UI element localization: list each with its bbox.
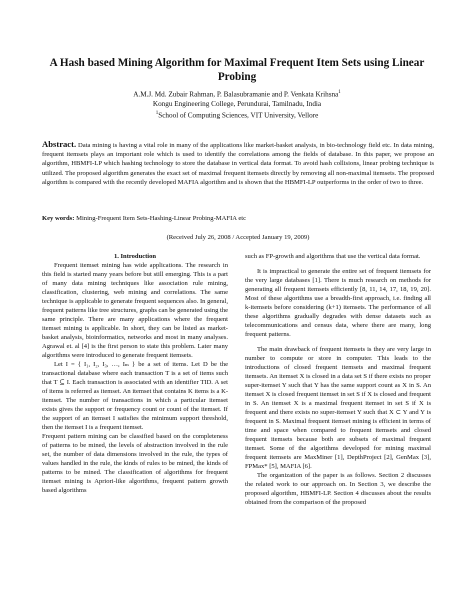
keywords-text: Mining-Frequent Item Sets-Hashing-Linear Probing-MAFIA etc: [76, 215, 247, 222]
section-heading-introduction: 1. Introduction: [113, 253, 157, 260]
author-block: [60, 88, 414, 121]
author-list: [60, 88, 414, 99]
paragraph: Frequent itemset mining has wide applications. The research in this field is started many years before but still emerging. This is a part of many data mining techniques like association rule mining, classification, clustering, web mining and correlations. The same technique is applicable to generate frequent sequences also. In general, frequent patterns like tree structures, graphs can be generated using the same principle. There are many applications where the frequent itemset mining is applicable. In short, they can be listed as market-basket analysis, bioinformatics, networks and most in many analyses. Agrawal et. al [4] is the first person to state this problem. Later many algorithms were introduced to generate frequent itemsets.: [42, 262, 228, 359]
right-column: [245, 252, 431, 507]
keywords: [42, 214, 434, 223]
affiliation-superscript: 1: [155, 111, 159, 117]
paragraph: such as FP-growth and algorithms that use the vertical data format.: [245, 253, 421, 260]
paragraph: It is impractical to generate the entire set of frequent itemsets for the very large databases [1]. There is much research on methods for generating all frequent itemsets efficiently [8, 11, 14, 17, 18, 19, 20]. Most of these algorithms use a breadth-first approach, i.e. finding all k-itemsets before considering (k+1) itemsets. The performance of all these algorithms gradually degrades with dense datasets such as telecommunications and census data, where there are many, long frequent patterns.: [245, 268, 431, 338]
abstract: [42, 140, 434, 187]
paper-title: A Hash based Mining Algorithm for Maximal Frequent Item Sets using Linear Probing: [49, 57, 425, 83]
affiliation-2: [60, 109, 414, 120]
abstract-label: Abstract.: [42, 139, 77, 149]
affiliation-2-text: School of Computing Sciences, VIT University, Vellore: [158, 111, 319, 120]
paragraph: The organization of the paper is as follows. Section 2 discusses the related work to our approach on. In Section 3, we describe the proposed algorithm, HBMFI-LP. Section 4 discusses about the results obtained from the comparison of the proposed: [245, 472, 431, 506]
received-dates: (Received July 26, 2008 / Accepted January 19, 2009): [166, 234, 310, 241]
author-superscript: 1: [338, 90, 341, 95]
author-names: A.M.J. Md. Zubair Rahman, P. Balasubramanie and P. Venkata Krihsna: [133, 90, 339, 99]
paragraph: The main drawback of frequent itemsets is they are very large in number to compute or store in computer. This leads to the introductions of closed frequent itemsets and maximal frequent itemsets. An itemset X is closed in a data set S if there exists no proper super-itemset Y such that Y has the same support count as X in S. An itemset X is closed frequent itemset in set S if X is closed and frequent in S. An itemset X is a maximal frequent itemset in set S if X is frequent and there exists no super-itemset Y such that X ⊂ Y and Y is frequent in S. Maximal frequent itemset mining is efficient in terms of time and space when compared to frequent itemsets and closed frequent itemsets because both are subsets of maximal frequent itemset. Some of the algorithms developed for mining maximal frequent itemsets are MaxMiner [1], DepthProject [2], GenMax [3], FPMax* [5], MAFIA [6].: [245, 346, 431, 470]
paragraph: Frequent pattern mining can be classified based on the completeness of patterns to be mined, the levels of abstraction involved in the rule set, the number of data dimensions involved in the rule, the types of values handled in the rule, the kinds of rules to be mined, the kinds of patterns to be mined. The classification of algorithms for frequent itemset mining is Apriori-like algorithms, frequent pattern growth based algorithms: [42, 433, 228, 494]
affiliation-1: Kongu Engineering College, Perundurai, Tamilnadu, India: [152, 100, 322, 109]
abstract-text: Data mining is having a vital role in many of the applications like market-basket analysis, in bio-technology field etc. In data mining, frequent itemsets plays an important role which is used to identify the correlations among the fields of database. In this paper, we propose an algorithm, HBMFI-LP which hashing technology to store the database in vertical data format. To avoid hash collisions, linear probing technique is utilized. The proposed algorithm generates the exact set of maximal frequent itemsets directly by removing all non-maximal itemsets. The proposed algorithm is compared with the recently developed MAFIA algorithm and is shown that the HBMFI-LP outperforms in the order of two to three.: [42, 142, 434, 186]
left-column: [42, 252, 228, 495]
paragraph: Let I = { I₁, I₂, I₃, …, Iₘ } be a set of items. Let D be the transactional database where each transaction T is a set of items such that T ⊆ I. Each transaction is associated with an identifier TID. A set of items is referred as itemset. An itemset that contains K items is a K-itemset. The number of transactions in which a particular itemset exists gives the support or frequency count or count of the itemset. If the support of an itemset I satisfies the minimum support threshold, then the itemset I is a frequent itemset.: [42, 361, 228, 431]
keywords-label: Key words:: [42, 215, 75, 222]
